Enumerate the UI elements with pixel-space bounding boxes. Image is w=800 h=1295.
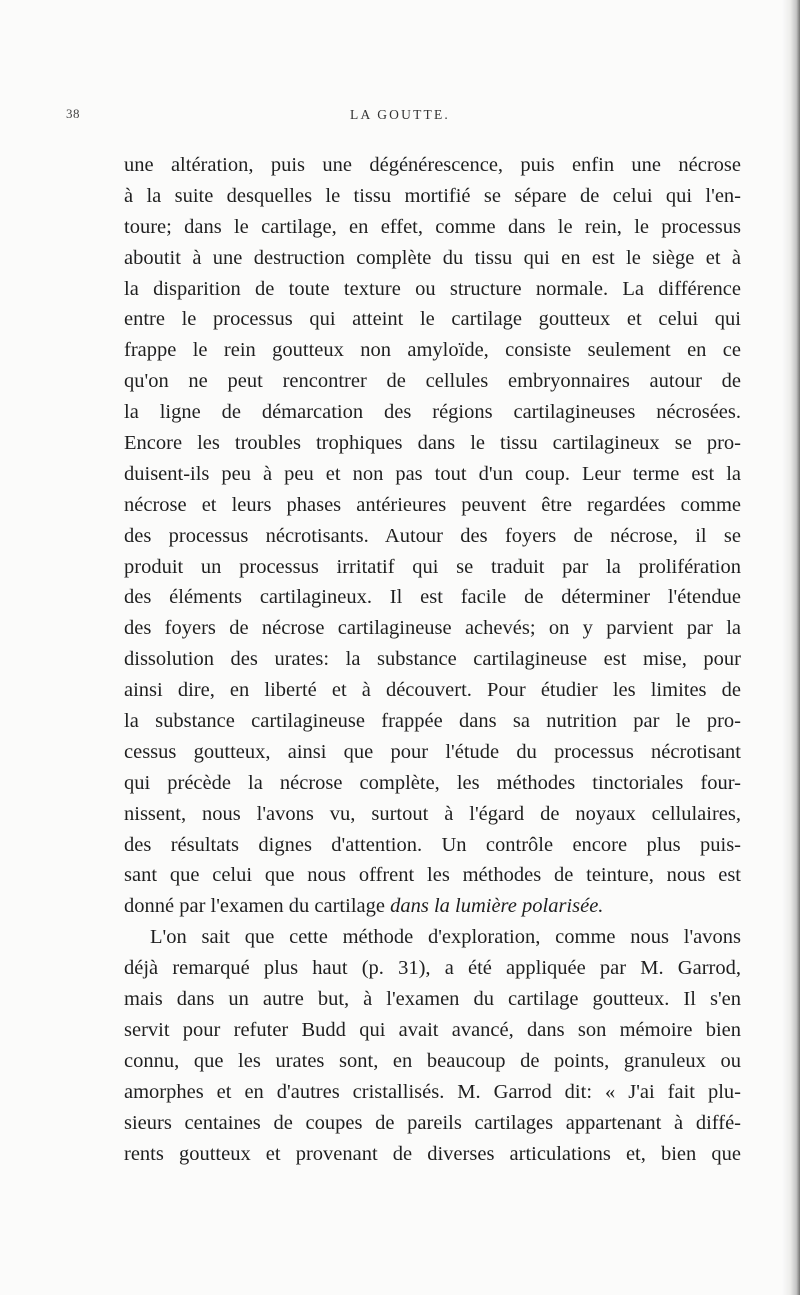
text-line-paragraph-start: L'on sait que cette méthode d'exploration, comme nous l'avons xyxy=(150,926,741,949)
text-line: à la suite desquelles le tissu mortifié se sépare de celui qui l'en- xyxy=(124,184,741,207)
text-line: nécrose et leurs phases antérieures peuvent être regardées comme xyxy=(124,493,741,516)
text-line: duisent-ils peu à peu et non pas tout d'un coup. Leur terme est la xyxy=(124,462,741,485)
page-number: 38 xyxy=(66,106,80,121)
text-line: frappe le rein goutteux non amyloïde, consiste seulement en ce xyxy=(124,339,741,362)
text-line-paragraph-end xyxy=(124,891,741,922)
text-line: des processus nécrotisants. Autour des foyers de nécrose, il se xyxy=(124,524,741,547)
text-line: la ligne de démarcation des régions cartilagineuses nécrosées. xyxy=(124,401,741,424)
text-line: la disparition de toute texture ou structure normale. La différence xyxy=(124,277,741,300)
text-line: sant que celui que nous offrent les méthodes de teinture, nous est xyxy=(124,864,741,887)
text-line: ainsi dire, en liberté et à découvert. Pour étudier les limites de xyxy=(124,679,741,702)
body-text xyxy=(124,150,741,1169)
text-line: déjà remarqué plus haut (p. 31), a été appliquée par M. Garrod, xyxy=(124,957,741,980)
text-line: des éléments cartilagineux. Il est facile de déterminer l'étendue xyxy=(124,586,741,609)
text-line: aboutit à une destruction complète du tissu qui en est le siège et à xyxy=(124,246,741,269)
running-title: LA GOUTTE. xyxy=(350,107,450,122)
text-line: dissolution des urates: la substance cartilagineuse est mise, pour xyxy=(124,648,741,671)
text-line: toure; dans le cartilage, en effet, comme dans le rein, le processus xyxy=(124,215,741,238)
text-line: Encore les troubles trophiques dans le tissu cartilagineux se pro- xyxy=(124,432,741,455)
text-line: produit un processus irritatif qui se traduit par la prolifération xyxy=(124,555,741,578)
text-line: amorphes et en d'autres cristallisés. M. Garrod dit: « J'ai fait plu- xyxy=(124,1080,741,1103)
page-edge-shadow xyxy=(782,0,800,1295)
text-line: sieurs centaines de coupes de pareils cartilages appartenant à diffé- xyxy=(124,1111,741,1134)
text-line: connu, que les urates sont, en beaucoup de points, granuleux ou xyxy=(124,1049,741,1072)
text-line: entre le processus qui atteint le cartilage goutteux et celui qui xyxy=(124,308,741,331)
text-line: rents goutteux et provenant de diverses articulations et, bien que xyxy=(124,1142,741,1165)
text-line: nissent, nous l'avons vu, surtout à l'égard de noyaux cellulaires, xyxy=(124,802,741,825)
text-line: mais dans un autre but, à l'examen du cartilage goutteux. Il s'en xyxy=(124,988,741,1011)
text-line: cessus goutteux, ainsi que pour l'étude du processus nécrotisant xyxy=(124,740,741,763)
text-line: qui précède la nécrose complète, les méthodes tinctoriales four- xyxy=(124,771,741,794)
text-line: une altération, puis une dégénérescence, puis enfin une nécrose xyxy=(124,154,741,176)
text-segment: donné par l'examen du cartilage xyxy=(124,895,385,918)
text-line: la substance cartilagineuse frappée dans sa nutrition par le pro- xyxy=(124,710,741,733)
text-line: des résultats dignes d'attention. Un contrôle encore plus puis- xyxy=(124,833,741,856)
text-line: qu'on ne peut rencontrer de cellules embryonnaires autour de xyxy=(124,370,741,393)
italic-phrase: dans la lumière polarisée. xyxy=(390,895,604,918)
text-line: servit pour refuter Budd qui avait avancé, dans son mémoire bien xyxy=(124,1018,741,1041)
text-line: des foyers de nécrose cartilagineuse achevés; on y parvient par la xyxy=(124,617,741,640)
